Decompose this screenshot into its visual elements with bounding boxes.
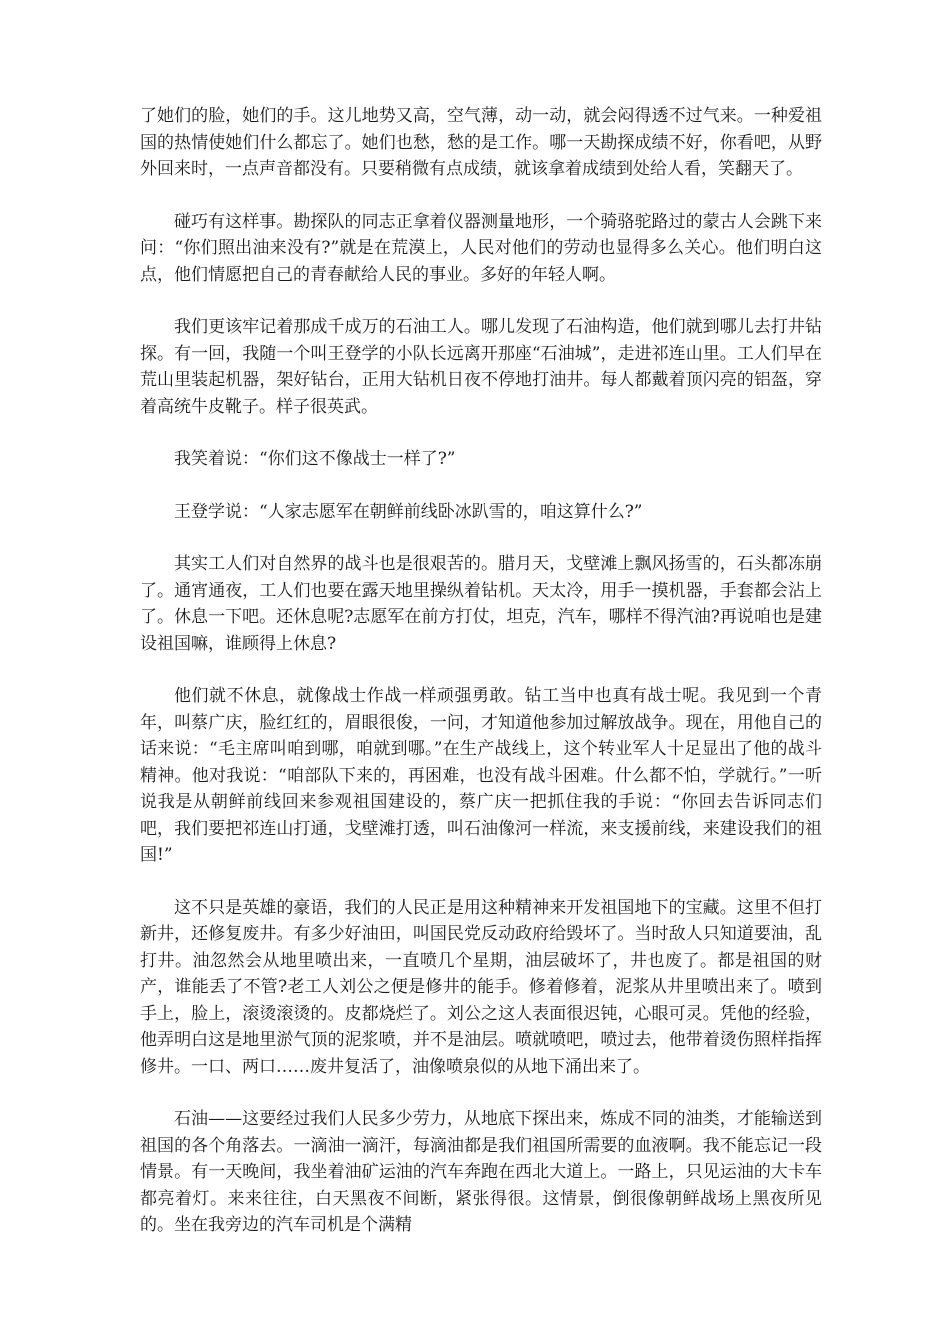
document-page	[140, 103, 822, 1265]
paragraph-6: 其实工人们对自然界的战斗也是很艰苦的。腊月天，戈壁滩上飘风扬雪的，石头都冻崩了。通宵通夜，工人们也要在露天地里操纵着钻机。天太冷，用手一摸机器，手套都会沾上了。休息一下吧。还休息呢?志愿军在前方打仗，坦克，汽车，哪样不得汽油?再说咱也是建设祖国嘛，谁顾得上休息?	[140, 554, 822, 654]
paragraph-8: 这不只是英雄的豪语，我们的人民正是用这种精神来开发祖国地下的宝藏。这里不但打新井，还修复废井。有多少好油田，叫国民党反动政府给毁坏了。当时敌人只知道要油，乱打井。油忽然会从地里喷出来，一直喷几个星期，油层破坏了，井也废了。都是祖国的财产，谁能丢了不管?老工人刘公之便是修井的能手。修着修着，泥浆从井里喷出来了。喷到手上，脸上，滚烫滚烫的。皮都烧烂了。刘公之这人表面很迟钝，心眼可灵。凭他的经验，他弄明白这是地里淤气顶的泥浆喷，并不是油层。喷就喷吧，喷过去，他带着烫伤照样指挥修井。一口、两口……废井复活了，油像喷泉似的从地下涌出来了。	[140, 897, 822, 1077]
paragraph-9: 石油——这要经过我们人民多少劳力，从地底下探出来，炼成不同的油类，才能输送到祖国的各个角落去。一滴油一滴汗，每滴油都是我们祖国所需要的血液啊。我不能忘记一段情景。有一天晚间，我坐着油矿运油的汽车奔跑在西北大道上。一路上，只见运油的大卡车都亮着灯。来来往往，白天黑夜不间断，紧张得很。这情景，倒很像朝鲜战场上黑夜所见的。坐在我旁边的汽车司机是个满精	[140, 1109, 822, 1235]
paragraph-2: 碰巧有这样事。勘探队的同志正拿着仪器测量地形，一个骑骆驼路过的蒙古人会跳下来问：“你们照出油来没有?”就是在荒漠上，人民对他们的劳动也显得多么关心。他们明白这点，他们情愿把自己的青春献给人民的事业。多好的年轻人啊。	[140, 211, 822, 285]
paragraph-1: 了她们的脸，她们的手。这儿地势又高，空气薄，动一动，就会闷得透不过气来。一种爱祖国的热情使她们什么都忘了。她们也愁，愁的是工作。哪一天勘探成绩不好，你看吧，从野外回来时，一点声音都没有。只要稍微有点成绩，就该拿着成绩到处给人看，笑翻天了。	[140, 106, 822, 179]
paragraph-4: 我笑着说：“你们这不像战士一样了?”	[174, 449, 456, 469]
paragraph-7: 他们就不休息，就像战士作战一样顽强勇敢。钻工当中也真有战士呢。我见到一个青年，叫蔡广庆，脸红红的，眉眼很俊，一问，才知道他参加过解放战争。现在，用他自己的话来说：“毛主席叫咱到哪，咱就到哪。”在生产战线上，这个转业军人十足显出了他的战斗精神。他对我说：“咱部队下来的，再困难，也没有战斗困难。什么都不怕，学就行。”一听说我是从朝鲜前线回来参观祖国建设的，蔡广庆一把抓住我的手说：“你回去告诉同志们吧，我们要把祁连山打通，戈壁滩打透，叫石油像河一样流，来支援前线，来建设我们的祖国!”	[140, 686, 822, 865]
paragraph-3: 我们更该牢记着那成千成万的石油工人。哪儿发现了石油构造，他们就到哪儿去打井钻探。有一回，我随一个叫王登学的小队长远离开那座“石油城”，走进祁连山里。工人们早在荒山里装起机器，架好钻台，正用大钻机日夜不停地打油井。每人都戴着顶闪亮的铝盔，穿着高统牛皮靴子。样子很英武。	[140, 317, 822, 417]
paragraph-5: 王登学说：“人家志愿军在朝鲜前线卧冰趴雪的，咱这算什么?”	[174, 501, 643, 522]
